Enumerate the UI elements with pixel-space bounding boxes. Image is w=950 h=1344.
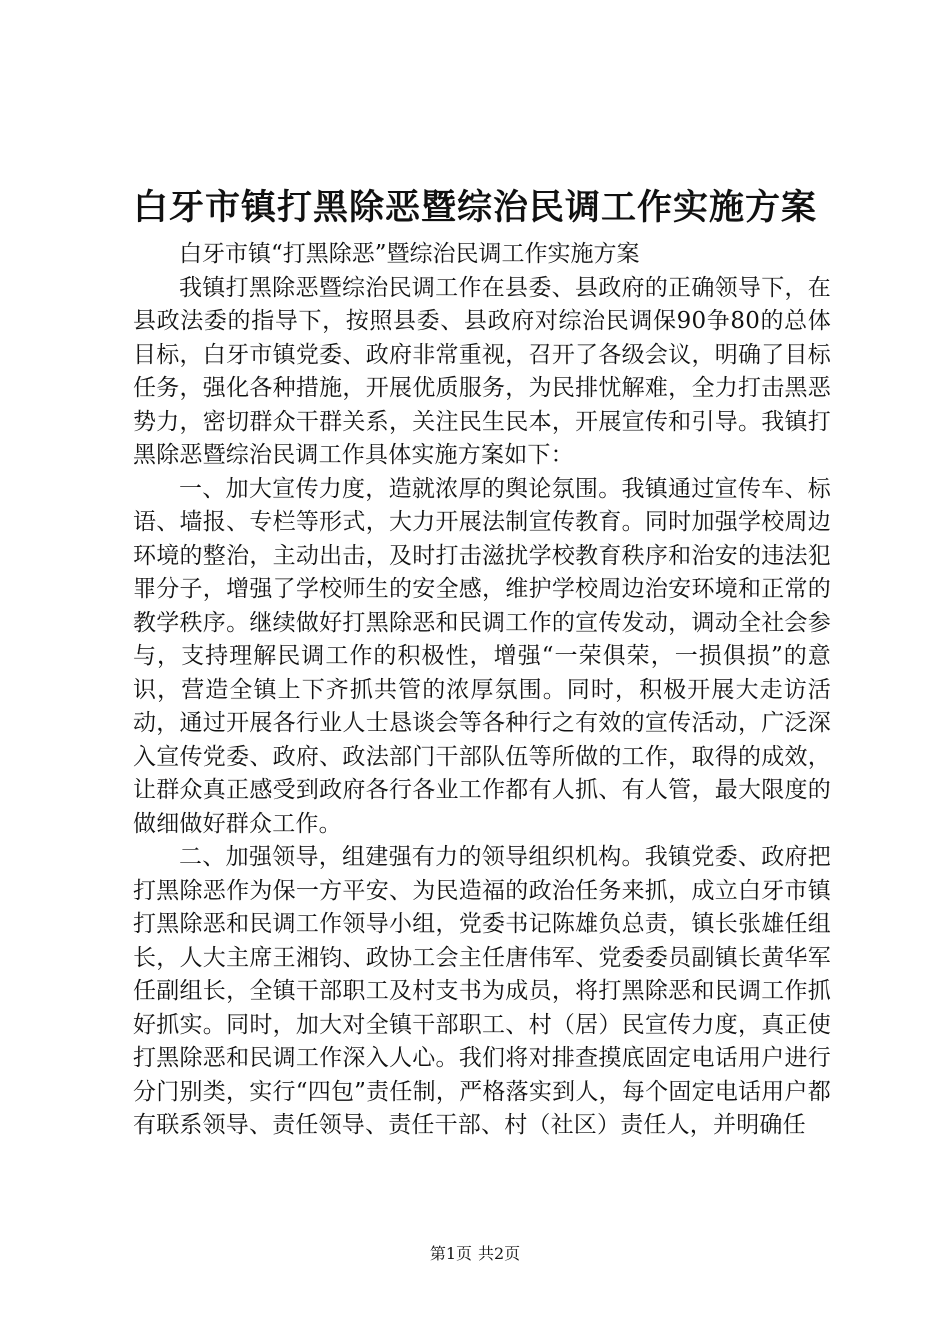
page-number: 第1页 [429, 1244, 472, 1263]
paragraph-section-2: 二、加强领导，组建强有力的领导组织机构。我镇党委、政府把打黑除恶作为保一方平安、为民造福的政治任务来抓，成立白牙市镇打黑除恶和民调工作领导小组，党委书记陈雄负总责，镇长张雄任组长，人大主席王湘钧、政协工会主任唐伟军、党委委员副镇长黄华军任副组长，全镇干部职工及村支书为成员，将打黑除恶和民调工作抓好抓实。同时，加大对全镇干部职工、村（居）民宣传力度，真正使打黑除恶和民调工作深入人心。我们将对排查摸底固定电话用户进行分门别类，实行“四包”责任制，严格落实到人，每个固定电话用户都有联系领导、责任领导、责任干部、村（社区）责任人，并明确任 [133, 844, 831, 1138]
page-total: 共2页 [478, 1244, 521, 1263]
paragraph-section-1: 一、加大宣传力度，造就浓厚的舆论氛围。我镇通过宣传车、标语、墙报、专栏等形式，大力开展法制宣传教育。同时加强学校周边环境的整治，主动出击，及时打击滋扰学校教育秩序和治安的违法犯罪分子，增强了学校师生的安全感，维护学校周边治安环境和正常的教学秩序。继续做好打黑除恶和民调工作的宣传发动，调动全社会参与，支持理解民调工作的积极性，增强“一荣俱荣，一损俱损”的意识，营造全镇上下齐抓共管的浓厚氛围。同时，积极开展大走访活动，通过开展各行业人士恳谈会等各种行之有效的宣传活动，广泛深入宣传党委、政府、政法部门干部队伍等所做的工作，取得的成效，让群众真正感受到政府各行各业工作都有人抓、有人管，最大限度的做细做好群众工作。 [133, 475, 831, 837]
paragraph-intro: 我镇打黑除恶暨综治民调工作在县委、县政府的正确领导下，在县政法委的指导下，按照县委、县政府对综治民调保90争80的总体目标，白牙市镇党委、政府非常重视，召开了各级会议，明确了目标任务，强化各种措施，开展优质服务，为民排忧解难，全力打击黑恶势力，密切群众干群关系，关注民生民本，开展宣传和引导。我镇打黑除恶暨综治民调工作具体实施方案如下： [133, 274, 831, 468]
page-footer [0, 1243, 950, 1265]
document-title: 白牙市镇打黑除恶暨综治民调工作实施方案 [132, 187, 817, 228]
document-body [133, 238, 831, 1143]
document-subtitle: 白牙市镇“打黑除恶”暨综治民调工作实施方案 [179, 241, 640, 267]
